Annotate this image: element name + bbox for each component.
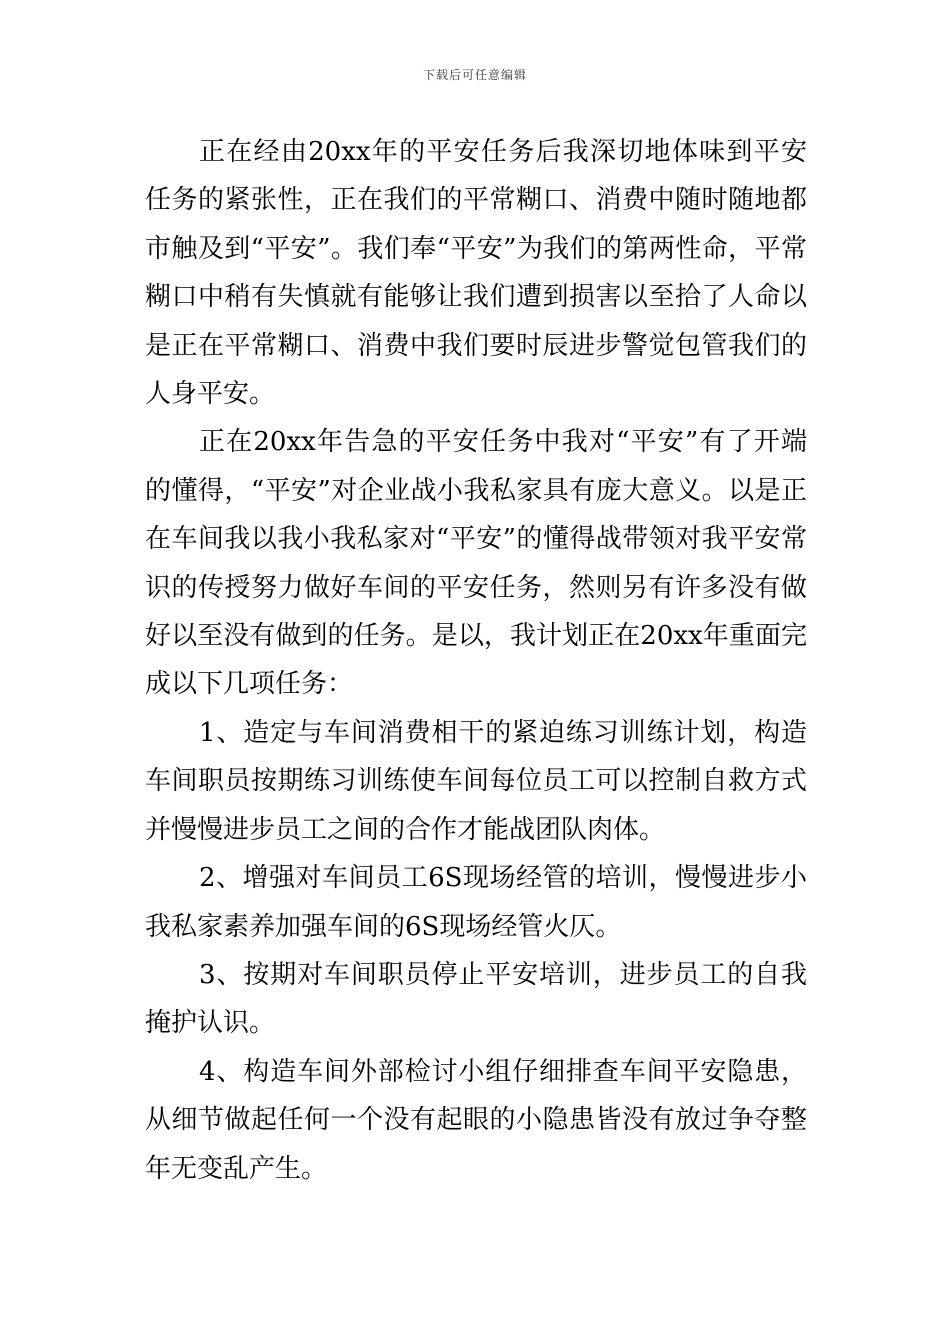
paragraph-1: 正在经由20xx年的平安任务后我深切地体味到平安任务的紧张性，正在我们的平常糊口、消费中随时随地都市触及到“平安”。我们奉“平安”为我们的第两性命，平常糊口中稍有失慎就有能够让我们遭到损害以至拾了人命以是正在平常糊口、消费中我们要时辰进步警觉包管我们的人身平安。 [145,137,807,410]
paragraph-2: 正在20xx年告急的平安任务中我对“平安”有了开端的懂得，“平安”对企业战小我私家具有庞大意义。以是正在车间我以我小我私家对“平安”的懂得战带领对我平安常识的传授努力做好车间的平安任务，然则另有许多没有做好以至没有做到的任务。是以，我计划正在20xx年重面完成以下几项任务： [145,427,807,700]
paragraph-3: 1、造定与车间消费相干的紧迫练习训练计划，构造车间职员按期练习训练使车间每位员工可以控制自救方式并慢慢进步员工之间的合作才能战团队肉体。 [145,717,807,845]
paragraph-4: 2、增强对车间员工6S现场经管的培训，慢慢进步小我私家素养加强车间的6S现场经管火仄。 [145,863,807,942]
paragraph-6: 4、构造车间外部检讨小组仔细排查车间平安隐患，从细节做起任何一个没有起眼的小隐患皆没有放过争夺整年无变乱产生。 [145,1056,807,1184]
header-note: 下载后可任意编辑 [422,68,527,82]
paragraph-5: 3、按期对车间职员停止平安培训，进步员工的自我掩护认识。 [145,959,807,1039]
document-body [145,128,807,1193]
